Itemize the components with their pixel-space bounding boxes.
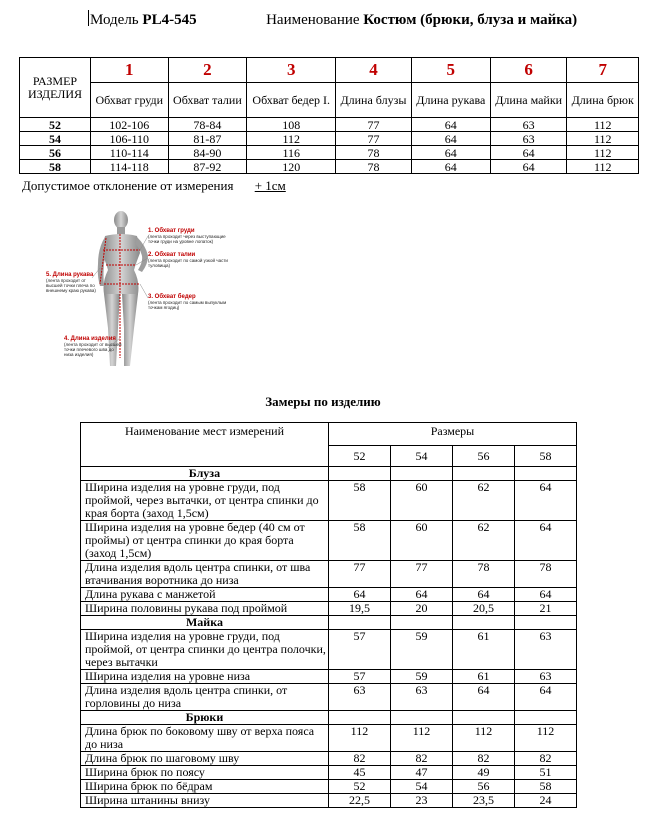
section-row (81, 616, 577, 630)
table-row (81, 780, 577, 794)
column-number: 4 (336, 58, 412, 83)
measurement-value: 24 (515, 794, 577, 808)
measurement-value: 23 (390, 794, 452, 808)
table-row (81, 670, 577, 684)
tolerance-text: Допустимое отклонение от измерения (22, 178, 234, 193)
measurement-value: 112 (328, 725, 390, 752)
measurement-value: 64 (328, 588, 390, 602)
value-cell: 64 (411, 132, 490, 146)
value-cell: 64 (411, 146, 490, 160)
table-row (20, 160, 639, 174)
measurement-value: 52 (328, 780, 390, 794)
measurement-value: 23,5 (452, 794, 514, 808)
value-cell: 81-87 (168, 132, 247, 146)
table-row (81, 561, 577, 588)
column-number: 5 (411, 58, 490, 83)
measurement-label: Ширина брюк по поясу (81, 766, 329, 780)
measurement-value: 82 (515, 752, 577, 766)
table-row (20, 146, 639, 160)
measurement-value: 54 (390, 780, 452, 794)
figure-label-chest: 1. Обхват груди (лента проходит через выступающие точки груди на уровне лопаток) (148, 228, 226, 244)
measurements-table (80, 422, 577, 808)
measurement-label: Длина изделия вдоль центра спинки, от горловины до низа (81, 684, 329, 711)
column-label: Длина блузы (336, 83, 412, 118)
empty-cell (452, 711, 514, 725)
column-label: Длина брюк (567, 83, 639, 118)
measurement-value: 63 (515, 670, 577, 684)
measurement-value: 112 (515, 725, 577, 752)
value-cell: 102-106 (91, 118, 169, 132)
table-row (20, 118, 639, 132)
empty-cell (390, 616, 452, 630)
value-cell: 114-118 (91, 160, 169, 174)
measurement-value: 112 (390, 725, 452, 752)
section-name: Блуза (81, 467, 329, 481)
measurement-value: 64 (390, 588, 452, 602)
value-cell: 108 (247, 118, 336, 132)
figure-label-hips: 3. Обхват бедер (лента проходит по самым выпуклым точкам ягодиц) (148, 294, 227, 310)
value-cell: 112 (567, 160, 639, 174)
measurement-label: Ширина изделия на уровне груди, под проймой, от центра спинки до центра полочки, через вытачки (81, 630, 329, 670)
table-row (81, 602, 577, 616)
measurement-value: 82 (328, 752, 390, 766)
column-label: Обхват бедер I. (247, 83, 336, 118)
tolerance-value: + 1см (254, 178, 286, 193)
measurement-label: Ширина брюк по бёдрам (81, 780, 329, 794)
name-value: Костюм (брюки, блуза и майка) (363, 12, 578, 28)
model-value: PL4-545 (142, 12, 197, 28)
empty-cell (515, 711, 577, 725)
table-row (81, 752, 577, 766)
measurement-value: 64 (452, 684, 514, 711)
section-row (81, 711, 577, 725)
measurement-value: 78 (515, 561, 577, 588)
table-row (81, 588, 577, 602)
measurement-value: 61 (452, 630, 514, 670)
measurement-value: 58 (515, 780, 577, 794)
measurement-value: 62 (452, 481, 514, 521)
measurement-value: 112 (452, 725, 514, 752)
value-cell: 64 (490, 160, 567, 174)
measurement-value: 82 (452, 752, 514, 766)
measurement-value: 77 (390, 561, 452, 588)
section-name: Майка (81, 616, 329, 630)
column-label: Обхват талии (168, 83, 247, 118)
table-row (81, 725, 577, 752)
measurement-value: 64 (515, 684, 577, 711)
value-cell: 64 (490, 146, 567, 160)
measurement-value: 82 (390, 752, 452, 766)
table-row (81, 794, 577, 808)
empty-cell (452, 467, 514, 481)
value-cell: 116 (247, 146, 336, 160)
measurement-value: 20,5 (452, 602, 514, 616)
sizes-header: Размеры (328, 423, 576, 446)
size-cell: 52 (20, 118, 91, 132)
measurement-figure (48, 208, 228, 376)
value-cell: 63 (490, 118, 567, 132)
table-row (20, 132, 639, 146)
measurement-value: 77 (328, 561, 390, 588)
size-cell: 58 (20, 160, 91, 174)
measurement-value: 63 (390, 684, 452, 711)
name-label: Наименование (266, 12, 360, 28)
measurement-label: Длина брюк по боковому шву от верха пояса до низа (81, 725, 329, 752)
value-cell: 120 (247, 160, 336, 174)
measurement-value: 58 (328, 481, 390, 521)
measurement-value: 49 (452, 766, 514, 780)
empty-cell (515, 616, 577, 630)
value-cell: 77 (336, 118, 412, 132)
value-cell: 77 (336, 132, 412, 146)
empty-cell (328, 616, 390, 630)
measurement-value: 51 (515, 766, 577, 780)
measurement-label: Ширина половины рукава под проймой (81, 602, 329, 616)
measurement-value: 60 (390, 481, 452, 521)
measurement-label: Ширина изделия на уровне груди, под проймой, через вытачки, от центра спинки до края борта (заход 1,5см) (81, 481, 329, 521)
empty-cell (515, 467, 577, 481)
measurement-value: 22,5 (328, 794, 390, 808)
empty-cell (452, 616, 514, 630)
measurement-value: 64 (452, 588, 514, 602)
column-label: Длина рукава (411, 83, 490, 118)
measurement-value: 64 (515, 521, 577, 561)
measurement-value: 63 (328, 684, 390, 711)
measurement-value: 60 (390, 521, 452, 561)
value-cell: 64 (411, 118, 490, 132)
empty-cell (328, 467, 390, 481)
empty-cell (328, 711, 390, 725)
measurement-value: 64 (515, 481, 577, 521)
table-row (81, 630, 577, 670)
value-cell: 110-114 (91, 146, 169, 160)
column-number: 6 (490, 58, 567, 83)
size-header-cell: 58 (515, 446, 577, 467)
empty-cell (390, 467, 452, 481)
table-row (81, 766, 577, 780)
section-row (81, 467, 577, 481)
value-cell: 78 (336, 160, 412, 174)
measurement-label: Длина рукава с манжетой (81, 588, 329, 602)
measurement-label: Длина изделия вдоль центра спинки, от шва втачивания воротника до низа (81, 561, 329, 588)
measurement-value: 57 (328, 630, 390, 670)
column-number: 1 (91, 58, 169, 83)
figure-label-sleeve: 5. Длина рукава (лента проходит от высшей точки плеча по внешнему краю рукава) (46, 272, 96, 293)
tolerance-note (22, 178, 286, 194)
column-number: 2 (168, 58, 247, 83)
column-number: 3 (247, 58, 336, 83)
measurement-value: 64 (515, 588, 577, 602)
measurement-value: 21 (515, 602, 577, 616)
measurement-value: 45 (328, 766, 390, 780)
column-number: 7 (567, 58, 639, 83)
value-cell: 63 (490, 132, 567, 146)
value-cell: 106-110 (91, 132, 169, 146)
size-cell: 54 (20, 132, 91, 146)
value-cell: 112 (247, 132, 336, 146)
value-cell: 78-84 (168, 118, 247, 132)
table-row (81, 521, 577, 561)
figure-label-waist: 2. Обхват талии (лента проходит по самой узкой части туловища) (148, 252, 228, 268)
measurement-value: 47 (390, 766, 452, 780)
measurement-value: 19,5 (328, 602, 390, 616)
measurement-name-header: Наименование мест измерений (81, 423, 329, 467)
column-label: Длина майки (490, 83, 567, 118)
size-header-cell: 52 (328, 446, 390, 467)
value-cell: 112 (567, 146, 639, 160)
measurement-label: Ширина штанины внизу (81, 794, 329, 808)
table-row (81, 684, 577, 711)
measurement-value: 59 (390, 630, 452, 670)
measurements-title: Замеры по изделию (265, 394, 381, 409)
value-cell: 78 (336, 146, 412, 160)
empty-cell (390, 711, 452, 725)
document-header (88, 10, 577, 29)
model-label: Модель (90, 12, 139, 28)
measurement-label: Длина брюк по шаговому шву (81, 752, 329, 766)
measurement-label: Ширина изделия на уровне бедер (40 см от проймы) от центра спинки до края борта (заход 1,5см) (81, 521, 329, 561)
measurement-value: 56 (452, 780, 514, 794)
size-header-cell: 56 (452, 446, 514, 467)
measurement-value: 63 (515, 630, 577, 670)
value-cell: 64 (411, 160, 490, 174)
measurement-value: 59 (390, 670, 452, 684)
figure-label-length: 4. Длина изделия (лента проходит от высшей точки плечевого шва до низа изделия) (64, 336, 122, 357)
measurement-value: 61 (452, 670, 514, 684)
measurement-value: 62 (452, 521, 514, 561)
measurement-label: Ширина изделия на уровне низа (81, 670, 329, 684)
measurement-value: 20 (390, 602, 452, 616)
table-row (81, 481, 577, 521)
value-cell: 112 (567, 132, 639, 146)
measurement-value: 57 (328, 670, 390, 684)
section-name: Брюки (81, 711, 329, 725)
measurement-value: 58 (328, 521, 390, 561)
measurement-value: 78 (452, 561, 514, 588)
column-label: Обхват груди (91, 83, 169, 118)
size-header-cell: 54 (390, 446, 452, 467)
value-cell: 112 (567, 118, 639, 132)
value-cell: 87-92 (168, 160, 247, 174)
size-column-header: РАЗМЕР ИЗДЕЛИЯ (20, 58, 91, 118)
text-cursor (88, 10, 89, 26)
size-table (19, 57, 639, 174)
size-cell: 56 (20, 146, 91, 160)
value-cell: 84-90 (168, 146, 247, 160)
